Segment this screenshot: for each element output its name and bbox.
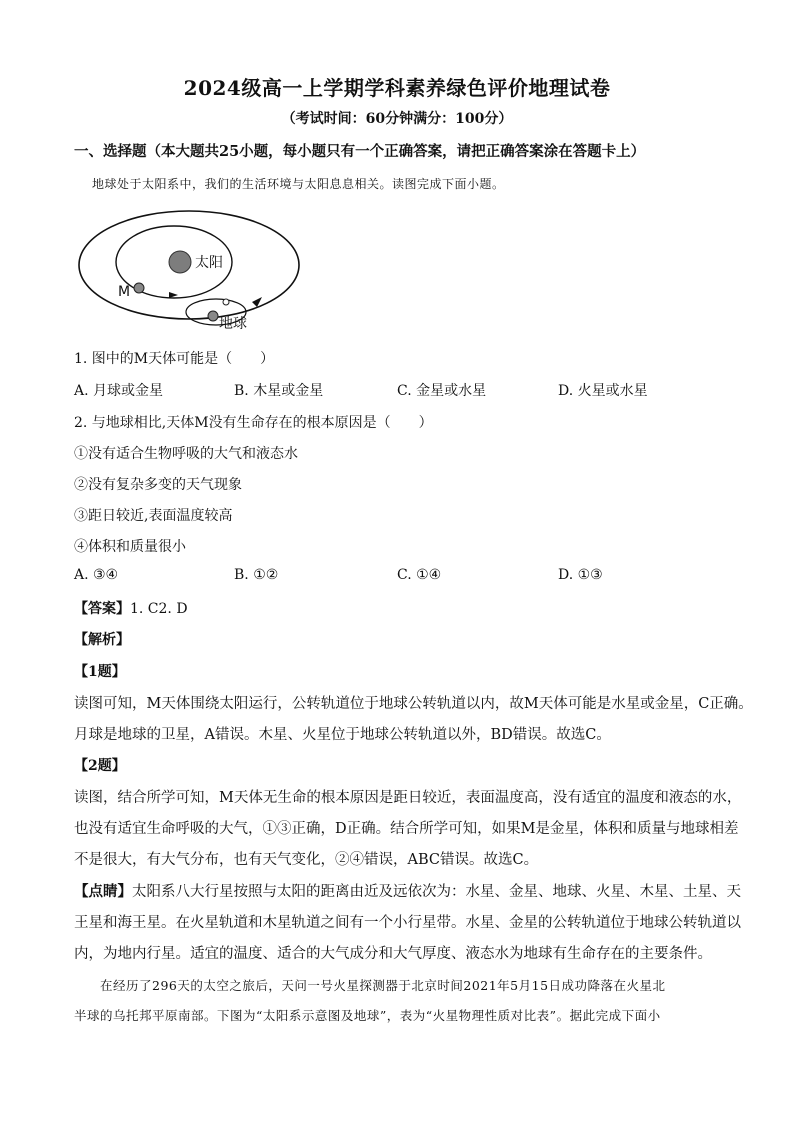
analysis-label: 【解析】	[74, 632, 130, 648]
q2-option-d[interactable]: D. ①③	[558, 567, 603, 583]
tip-line-1	[74, 880, 741, 901]
q2-option-c[interactable]: C. ①④	[397, 567, 442, 583]
analysis-q2-line-3: 不是很大，有大气分布，也有天气变化，②④错误，ABC错误。故选C。	[74, 852, 539, 868]
moon-icon	[223, 299, 229, 305]
question-intro: 地球处于太阳系中，我们的生活环境与太阳息息相关。读图完成下面小题。	[92, 177, 505, 191]
tip-line-2: 王星和海王星。在火星轨道和木星轨道之间有一个小行星带。水星、金星的公转轨道位于地球公转轨道以	[74, 915, 741, 931]
answer-text: 1. C2. D	[130, 601, 188, 617]
earth-label: 地球	[219, 316, 247, 332]
sun-icon	[169, 251, 191, 273]
m-label: M	[118, 284, 131, 300]
q1-option-c[interactable]: C. 金星或水星	[397, 383, 487, 399]
tip-line-3: 内，为地内行星。适宜的温度、适合的大气成分和大气厚度、液态水为地球有生命存在的主要条件。	[74, 946, 712, 962]
next-intro-line-1: 在经历了296天的太空之旅后，天问一号火星探测器于北京时间2021年5月15日成功降落在火星北	[100, 978, 666, 993]
analysis-q2-line-1: 读图，结合所学可知，M天体无生命的根本原因是距日较近，表面温度高，没有适宜的温度和液态的水，	[74, 790, 742, 806]
q2-item-3: ③距日较近,表面温度较高	[74, 508, 233, 524]
q2-item-2: ②没有复杂多变的天气现象	[74, 477, 242, 493]
question-2-stem: 2. 与地球相比,天体M没有生命存在的根本原因是（ ）	[74, 415, 433, 431]
m-orbit-arrow-icon	[169, 292, 178, 298]
q1-option-a[interactable]: A. 月球或金星	[74, 383, 164, 399]
q2-item-1: ①没有适合生物呼吸的大气和液态水	[74, 446, 298, 462]
q2-item-4: ④体积和质量很小	[74, 539, 186, 555]
page-title: 2024级高一上学期学科素养绿色评价地理试卷	[183, 76, 611, 100]
question-1-stem: 1. 图中的M天体可能是（ ）	[74, 351, 275, 367]
sun-label: 太阳	[195, 255, 223, 271]
analysis-q2-line-2: 也没有适宜生命呼吸的大气，①③正确，D正确。结合所学可知，如果M是金星，体积和质量与地球相差	[74, 821, 739, 837]
tip-text-1: 太阳系八大行星按照与太阳的距离由近及远依次为：水星、金星、地球、火星、木星、土星、天	[132, 884, 741, 900]
tip-label: 【点睛】	[74, 883, 132, 900]
solar-orbit-diagram	[74, 208, 314, 338]
earth-icon	[208, 311, 218, 321]
q1-option-d[interactable]: D. 火星或水星	[558, 383, 648, 399]
section-heading: 一、选择题（本大题共25小题，每小题只有一个正确答案，请把正确答案涂在答题卡上）	[74, 143, 646, 160]
exam-info: （考试时间：60分钟满分：100分）	[281, 111, 513, 127]
analysis-q2-label: 【2题】	[74, 758, 126, 774]
q1-option-b[interactable]: B. 木星或金星	[234, 383, 324, 399]
analysis-q1-label: 【1题】	[74, 664, 126, 680]
q2-option-a[interactable]: A. ③④	[74, 567, 119, 583]
analysis-q1-line-1: 读图可知，M天体围绕太阳运行，公转轨道位于地球公转轨道以内，故M天体可能是水星或金星，C正确。	[74, 696, 753, 712]
next-intro-line-2: 半球的乌托邦平原南部。下图为“太阳系示意图及地球”，表为“火星物理性质对比表”。据此完成下面小	[74, 1008, 661, 1023]
analysis-q1-line-2: 月球是地球的卫星，A错误。木星、火星位于地球公转轨道以外，BD错误。故选C。	[74, 727, 611, 743]
m-body-icon	[134, 283, 144, 293]
answer-line	[74, 598, 188, 618]
answer-label: 【答案】	[74, 601, 130, 617]
q2-option-b[interactable]: B. ①②	[234, 567, 279, 583]
